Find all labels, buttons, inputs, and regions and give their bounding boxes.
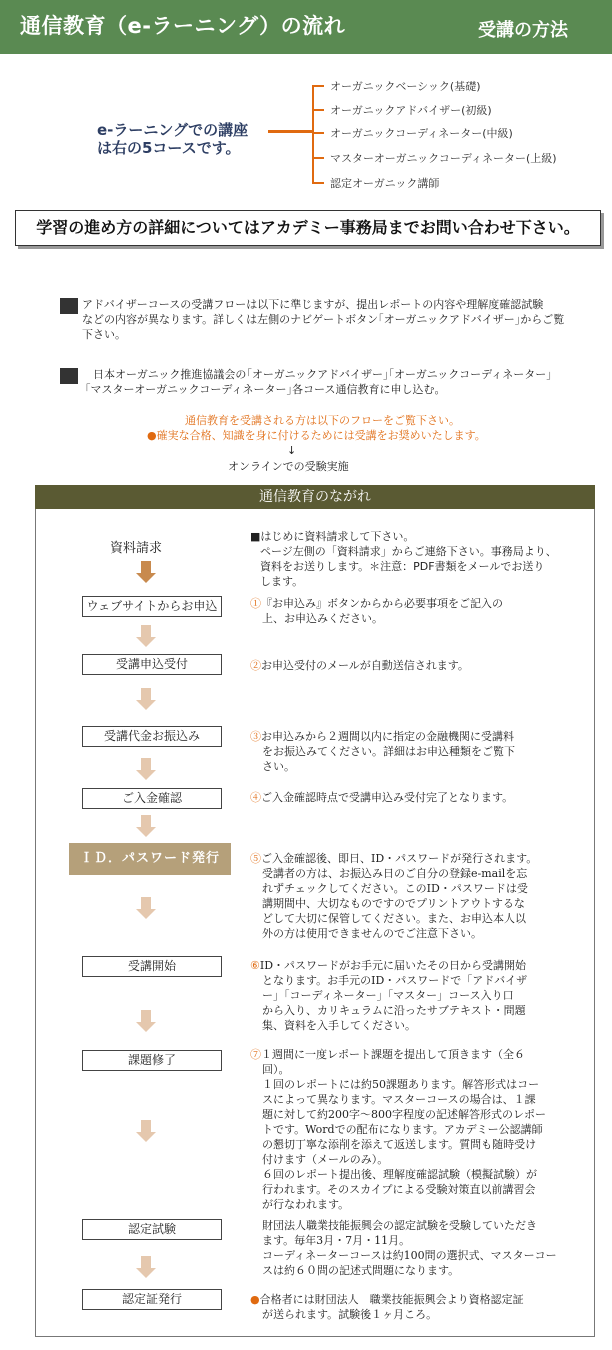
step-assignment-complete[interactable]: 課題修了 <box>82 1050 222 1071</box>
flow-arrow-icon <box>136 815 156 839</box>
step-id-password-issue-desc: ⑤ご入金確認後、即日、ID・パスワードが発行されます。 受講者の方は、お振込み日のご自分の登録e-mailを忘 れずチェックしてください。このID・パスワードは受 講期間中、大切なものですのでプリントアウトするな どして大切に保管してください。また、お申込本人以 外の方は使用できませんのでご注意下さい。 <box>250 852 538 940</box>
section-title: 受講の方法 <box>478 20 568 41</box>
course-tick <box>312 157 324 159</box>
step-payment-desc: ③お申込みから２週間以内に指定の金融機関に受講料 をお振込みてください。詳細はお申込種類をご覧下 さい。 <box>250 730 515 773</box>
step-payment-confirm[interactable]: ご入金確認 <box>82 788 222 809</box>
connector-line <box>268 130 314 133</box>
step-application-received-desc: ②お申込受付のメールが自動送信されます。 <box>250 659 469 672</box>
course-tick <box>312 109 324 111</box>
step-web-apply-desc: ①『お申込み』ボタンからから必要事項をご記入の 上、お申込みください。 <box>250 597 503 625</box>
course-tick <box>312 85 324 87</box>
intro-text <box>97 121 248 157</box>
request-label[interactable]: 資料請求 <box>110 541 163 556</box>
step-payment-confirm-desc: ④ご入金確認時点で受講申込み受付完了となります。 <box>250 791 514 804</box>
step-certificate-issue-desc: ●合格者には財団法人 職業技能振興会より資格認定証 が送られます。試験後１ヶ月ころ。 <box>250 1293 524 1321</box>
step-certificate-issue[interactable]: 認定証発行 <box>82 1289 222 1310</box>
advisor-flow-note: アドバイザーコースの受講フローは以下に準じますが、提出レポートの内容や理解度確認試験 などの内容が異なります。詳しくは左側のナビゲートボタン｢オーガニックアドバイザー｣からご覧 下さい。 <box>82 298 565 341</box>
step-certification-exam[interactable]: 認定試験 <box>82 1219 222 1240</box>
step-assignment-complete-desc: ⑦１週間に一度レポート課題を提出して頂きます（全６ 回）。 １回のレポートには約50課題あります。解答形式はコー スによって異なります。マスターコースの場合は、１課 題に対して約200字～800字程度の記述解答形式のレポー トです。Wordでの配布になります。アカデミー公認講師 の懇切丁寧な添削を添えて返送します。質問も随時受け 付けます（メールのみ）。 ６回のレポート提出後、理解度確認試験（模擬試験）が 行われます。そのスカイプによる受験対策直以前講習会 が行なわれます。 <box>250 1048 546 1211</box>
step-course-start-desc: ⑥ID・パスワードがお手元に届いたその日から受講開始 となります。お手元のID・パスワードで「アドバイザ ー」「コーディネーター」「マスター」コース入り口 から入り、カリキュラムに沿ったサブテキスト・問題 集、資料を入手してください。 <box>250 959 528 1032</box>
course-basic[interactable]: オーガニックベーシック(基礎) <box>330 80 481 93</box>
flow-arrow-icon <box>136 625 156 649</box>
flow-arrow-icon <box>136 1256 156 1280</box>
flow-arrow-icon <box>136 897 156 921</box>
step-certification-exam-desc: 財団法人職業技能振興会の認定試験を受験していただき ます。毎年3月・7月・11月。 コーディネーターコースは約100問の選択式、マスターコー スは約６０問の記述式問題になります。 <box>262 1219 557 1277</box>
flow-arrow-icon <box>136 1010 156 1034</box>
contact-notice: 学習の進め方の詳細についてはアカデミー事務局までお問い合わせ下さい。 <box>15 210 601 246</box>
down-arrow-icon: ↓ <box>287 444 297 457</box>
page-title: 通信教育（e-ラーニング）の流れ <box>20 14 346 38</box>
course-instructor[interactable]: 認定オーガニック講師 <box>330 177 440 190</box>
course-coordinator[interactable]: オーガニックコーディネーター(中級) <box>330 127 513 140</box>
flow-intro-text: 通信教育を受講される方は以下のフローをご覧下さい。 <box>185 414 460 427</box>
apply-note: 日本オーガニック推進協議会の｢オーガニックアドバイザー｣｢オーガニックコーディネーター｣ ｢マスターオーガニックコーディネーター｣各コース通信教育に申し込む。 <box>85 368 552 396</box>
flow-arrow-icon <box>136 1120 156 1144</box>
bullet-square <box>60 368 78 384</box>
flow-arrow-icon <box>136 758 156 782</box>
flow-arrow-icon <box>136 688 156 712</box>
course-tree-line <box>312 85 314 184</box>
step-course-start[interactable]: 受講開始 <box>82 956 222 977</box>
intro-line-1: e-ラーニングでの講座 <box>97 121 249 139</box>
intro-line-2: は右の5コースです。 <box>97 139 241 157</box>
bullet-square <box>60 298 78 314</box>
flow-heading: 通信教育のながれ <box>35 485 595 509</box>
course-master[interactable]: マスターオーガニックコーディネーター(上級) <box>330 152 557 165</box>
step-web-apply[interactable]: ウェブサイトからお申込 <box>82 596 222 617</box>
step-payment[interactable]: 受講代金お振込み <box>82 726 222 747</box>
step-application-received[interactable]: 受講申込受付 <box>82 654 222 675</box>
flow-arrow-icon <box>136 561 156 585</box>
course-tick <box>312 132 324 134</box>
course-tick <box>312 182 324 184</box>
course-advisor[interactable]: オーガニックアドバイザー(初級) <box>330 104 492 117</box>
recommend-text: ●確実な合格、知識を身に付けるためには受講をお奨めいたします。 <box>147 429 486 442</box>
step-id-password-issue[interactable]: ＩＤ．パスワード発行 <box>69 843 231 875</box>
online-exam-text: オンラインでの受験実施 <box>228 460 349 473</box>
request-desc: ■はじめに資料請求して下さい。 ページ左側の「資料請求」からご連絡下さい。事務局より、 資料をお送りします。＊注意：PDF書類をメールでお送り します。 <box>250 530 557 588</box>
